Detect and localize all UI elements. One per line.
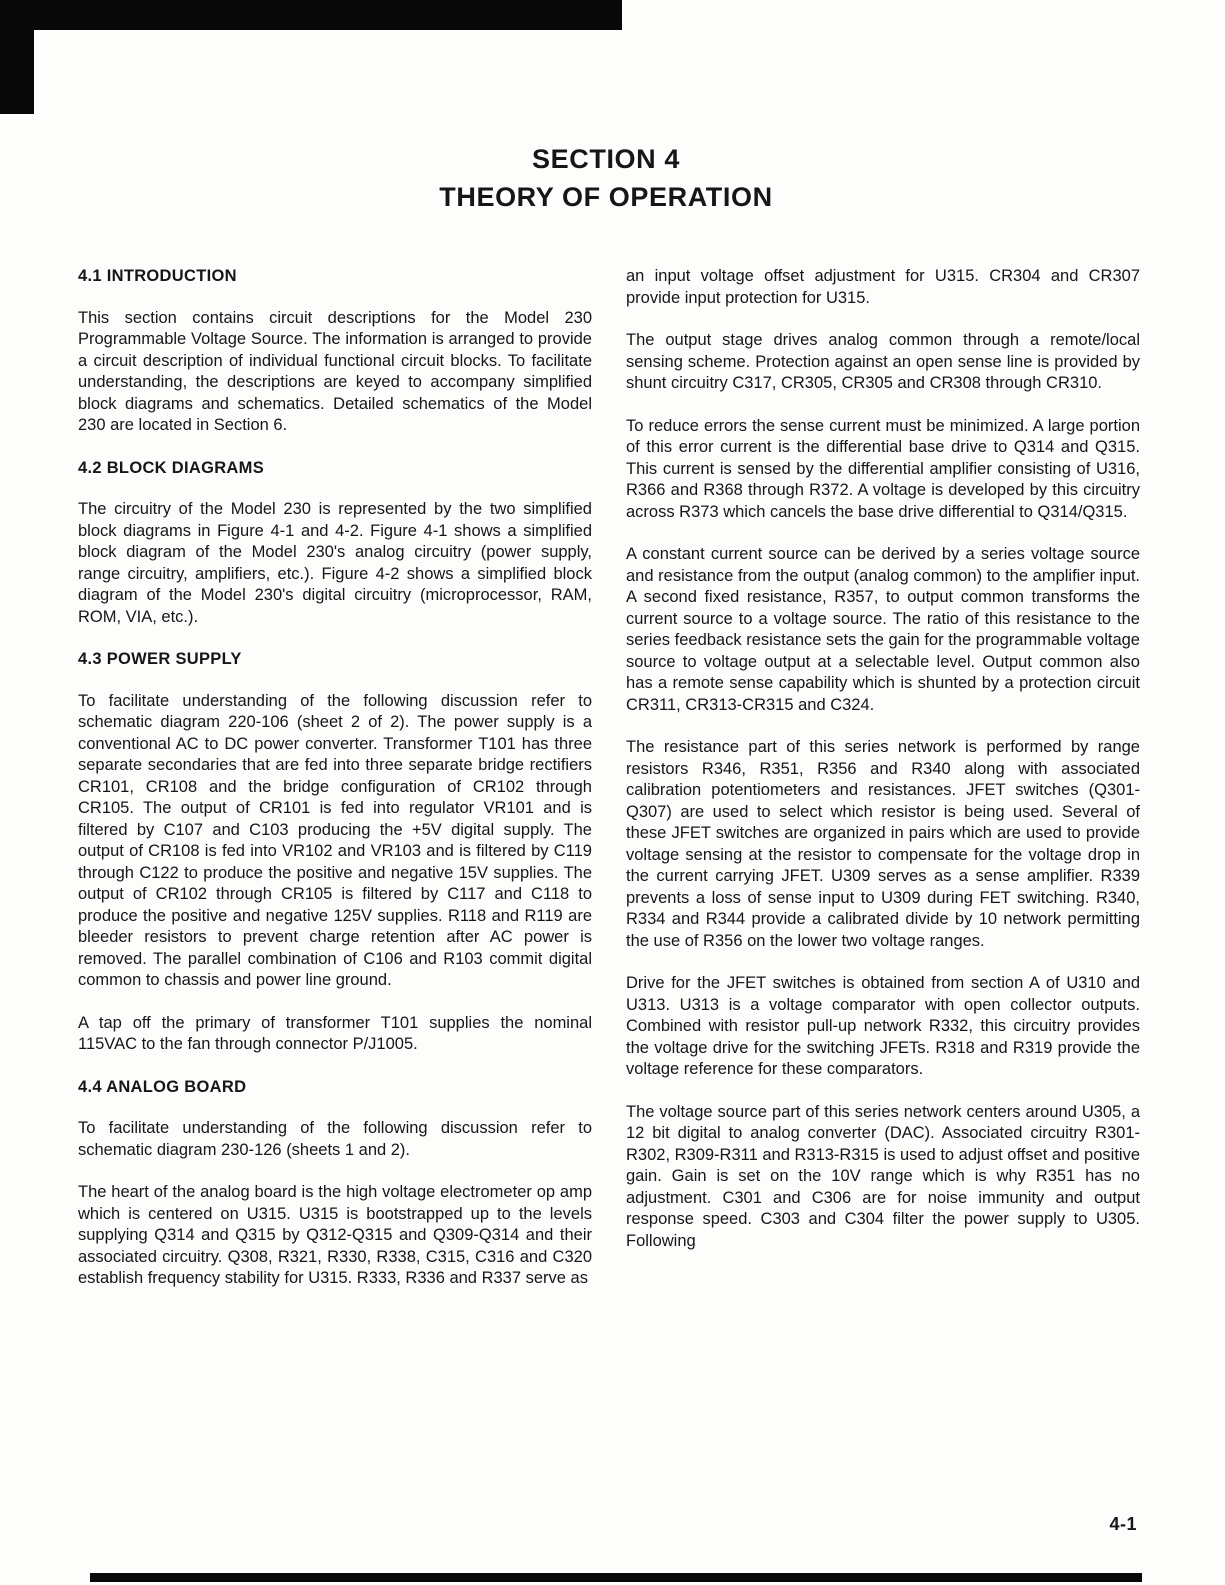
scan-artifact-bottom-bar <box>90 1573 1142 1582</box>
paragraph-power-supply-2: A tap off the primary of transformer T101 supplies the nominal 115VAC to the fan through connector P/J1005. <box>78 1013 592 1053</box>
page-number: 4-1 <box>1109 1514 1137 1534</box>
paragraph-jfet-drive: Drive for the JFET switches is obtained from section A of U310 and U313. U313 is a voltage comparator with open collector outputs. Combined with resistor pull-up network R332, this circuitry provides the voltage drive for the switching JFETs. R318 and R319 provide the voltage reference for these comparators. <box>626 974 1140 1078</box>
scan-artifact-left-bar <box>0 0 34 114</box>
left-column <box>78 266 592 1311</box>
paragraph-block-diagrams: The circuitry of the Model 230 is represented by the two simplified block diagrams in Figure 4-1 and 4-2. Figure 4-1 shows a simplified block diagram of the Model 230's analog circuitry (power supply, range circuitry, amplifiers, etc.). Figure 4-2 shows a simplified block diagram of the Model 230's digital circuitry (microprocessor, RAM, ROM, VIA, etc.). <box>78 500 592 626</box>
section-title <box>0 140 1212 216</box>
paragraph-analog-board-2: The heart of the analog board is the high voltage electrometer op amp which is centered on U315. U315 is bootstrapped up to the levels supplying Q314 and Q315 by Q312-Q315 and Q309-Q314 and their associated circuitry. Q308, R321, R330, R338, C315, C316 and C320 establish frequency stability for U315. R333, R336 and R337 serve as <box>78 1183 592 1287</box>
paragraph-introduction: This section contains circuit descriptions for the Model 230 Programmable Voltage Source. The information is arranged to provide a circuit description of individual functional circuit blocks. To facilitate understanding, the descriptions are keyed to accompany simplified block diagrams and schematics. Detailed schematics of the Model 230 are located in Section 6. <box>78 308 592 434</box>
section-title-line1: SECTION 4 <box>532 144 680 174</box>
scan-artifact-top-bar <box>0 0 622 30</box>
paragraph-constant-current-source: A constant current source can be derived by a series voltage source and resistance from the output (analog common) to the amplifier input. A second fixed resistance, R357, to output common transforms the current source to a voltage source. The ratio of this resistance to the series feedback resistance sets the gain for the programmable voltage source to voltage output at a selectable level. Output common also has a remote sense capability which is shunted by a protection circuit CR311, CR313-CR315 and C324. <box>626 545 1140 714</box>
right-column <box>626 266 1140 1273</box>
section-title-line2: THEORY OF OPERATION <box>439 182 773 212</box>
paragraph-voltage-source-dac: The voltage source part of this series network centers around U305, a 12 bit digital to analog converter (DAC). Associated circuitry R301-R302, R309-R311 and R313-R315 is used to adjust offset and positive gain. Gain is set on the 10V range which is why R351 has no adjustment. C301 and C306 are for noise immunity and output response speed. C303 and C304 filter the power supply to U305. Following <box>626 1102 1140 1250</box>
heading-4-1-introduction: 4.1 INTRODUCTION <box>78 267 237 285</box>
paragraph-resistance-network: The resistance part of this series network is performed by range resistors R346, R351, R356 and R340 along with associated calibration potentiometers and resistances. JFET switches (Q301-Q307) are used to select which resistor is being used. Several of these JFET switches are organized in pairs which are used to provide voltage sensing at the resistor to compensate for the voltage drop in the current carrying JFET. U309 serves as a sense amplifier. R339 prevents a loss of sense input to U309 during FET switching. R340, R334 and R344 provide a calibrated divide by 10 network permitting the use of R356 on the lower two voltage ranges. <box>626 738 1140 950</box>
heading-4-4-analog-board: 4.4 ANALOG BOARD <box>78 1077 247 1096</box>
paragraph-sense-current: To reduce errors the sense current must be minimized. A large portion of this error current is the differential base drive to Q314 and Q315. This current is sensed by the differential amplifier consisting of U316, R366 and R368 through R372. A voltage is developed by this circuitry across R373 which cancels the base drive differential to Q314/Q315. <box>626 416 1140 521</box>
paragraph-power-supply-1: To facilitate understanding of the following discussion refer to schematic diagram 220-106 (sheet 2 of 2). The power supply is a conventional AC to DC power converter. Transformer T101 has three separate secondaries that are fed into three separate bridge rectifiers CR101, CR108 and the bridge configuration of CR102 through CR105. The output of CR101 is fed into regulator VR101 and is filtered by C107 and C103 producing the +5V digital supply. The output of CR108 is fed into VR102 and VR103 and is filtered by C119 through C122 to produce the positive and negative 15V supplies. The output of CR102 through CR105 is filtered by C117 and C118 to produce the positive and negative 125V supplies. R118 and R119 are bleeder resistors to prevent charge retention after AC power is removed. The parallel combination of C106 and R103 commit digital common to chassis and power line ground. <box>78 691 592 989</box>
heading-4-2-block-diagrams: 4.2 BLOCK DIAGRAMS <box>78 458 264 477</box>
paragraph-offset-adjustment: an input voltage offset adjustment for U315. CR304 and CR307 provide input protection for U315. <box>626 267 1140 307</box>
paragraph-analog-board-1: To facilitate understanding of the following discussion refer to schematic diagram 230-126 (sheets 1 and 2). <box>78 1119 592 1159</box>
paragraph-output-stage: The output stage drives analog common through a remote/local sensing scheme. Protection against an open sense line is provided by shunt circuitry C317, CR305, CR305 and CR308 through CR310. <box>626 331 1140 392</box>
heading-4-3-power-supply: 4.3 POWER SUPPLY <box>78 650 242 668</box>
